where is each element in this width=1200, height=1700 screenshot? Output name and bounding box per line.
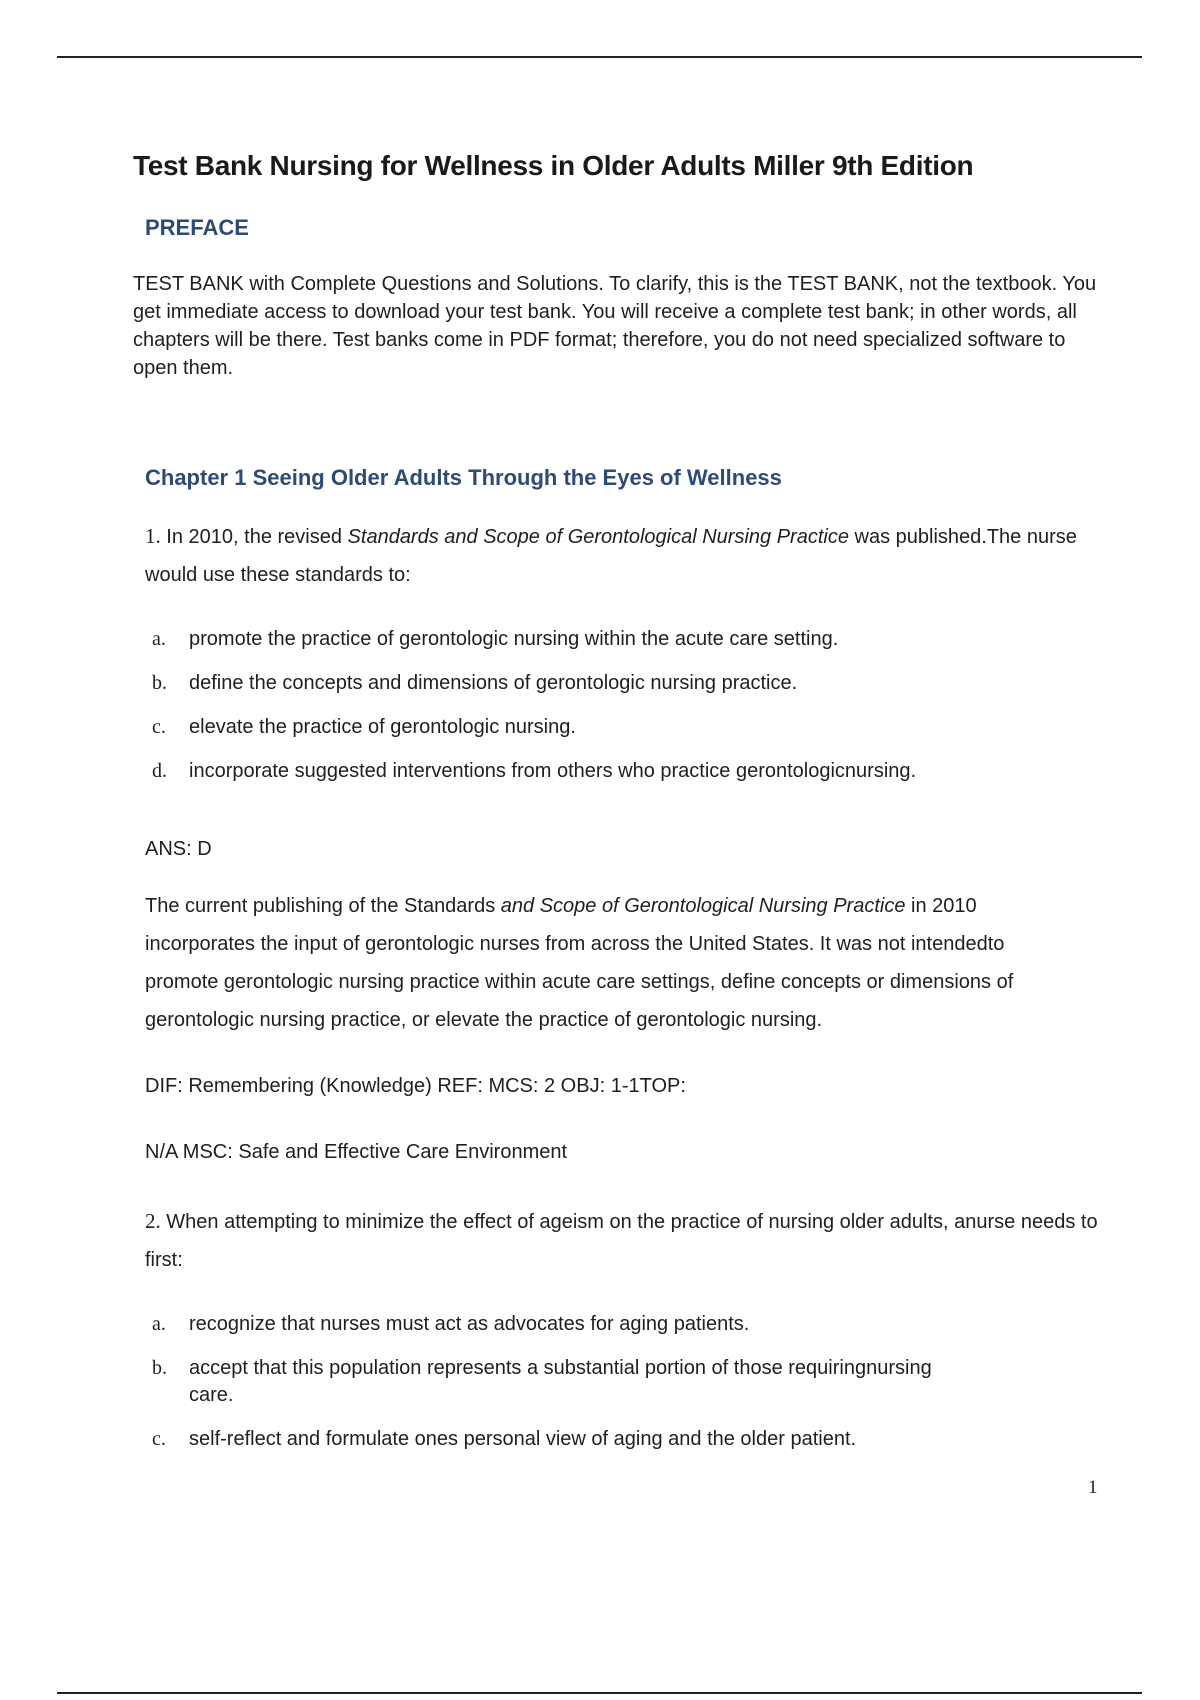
page-number: 1 — [1088, 1477, 1098, 1498]
option-letter: b. — [152, 672, 167, 694]
question-1-answer: ANS: D — [145, 838, 212, 860]
question-2-number: 2. — [145, 1209, 161, 1233]
rationale-before: The current publishing of the Standards — [145, 895, 501, 917]
question-2-options — [152, 1311, 1052, 1470]
question-2-option-c — [152, 1426, 1052, 1453]
question-1-rationale — [145, 887, 1065, 1039]
question-1-number: 1. — [145, 524, 161, 548]
preface-text: TEST BANK with Complete Questions and Solutions. To clarify, this is the TEST BANK, not the textbook. You get immediate access to download your test bank. You will receive a complete test bank; in other words, all chapters will be there. Test banks come in PDF format; therefore, you do not need specialized software to open them. — [133, 273, 1097, 379]
option-letter: c. — [152, 716, 166, 738]
option-letter: c. — [152, 1428, 166, 1450]
document-title: Test Bank Nursing for Wellness in Older Adults Miller 9th Edition — [133, 150, 974, 181]
rationale-italic: and Scope of Gerontological Nursing Practice — [500, 895, 906, 917]
option-text: elevate the practice of gerontologic nursing. — [189, 716, 576, 738]
rationale-after: in 2010 incorporates the input of gerontologic nurses from across the United States. It was not intendedto promote gerontologic nursing practice within acute care settings, define concepts or dimensions of gerontologic nursing practice, or elevate the practice of gerontologic nursing. — [145, 895, 1014, 1031]
option-text: accept that this population represents a substantial portion of those requiringnursing care. — [189, 1357, 932, 1406]
question-1-stem — [145, 517, 1105, 594]
question-1-dif-line: DIF: Remembering (Knowledge) REF: MCS: 2 OBJ: 1-1TOP: — [145, 1075, 686, 1097]
option-text: incorporate suggested interventions from others who practice gerontologicnursing. — [189, 760, 917, 782]
bottom-rule — [57, 1692, 1142, 1694]
question-2-stem — [145, 1202, 1105, 1279]
question-1-stem-before: In 2010, the revised — [160, 526, 348, 548]
question-1-stem-italic: Standards and Scope of Gerontological Nursing Practice — [347, 526, 849, 548]
question-2-option-b — [152, 1355, 1052, 1409]
option-text: self-reflect and formulate ones personal view of aging and the older patient. — [189, 1428, 857, 1450]
preface-heading: PREFACE — [145, 215, 249, 240]
question-1-option-c — [152, 714, 1052, 741]
question-2-stem-text: When attempting to minimize the effect of ageism on the practice of nursing older adults, anurse needs to first: — [145, 1211, 1098, 1271]
chapter-heading: Chapter 1 Seeing Older Adults Through the Eyes of Wellness — [145, 465, 782, 490]
option-letter: d. — [152, 760, 167, 782]
question-1-option-a — [152, 626, 1052, 653]
option-letter: a. — [152, 628, 166, 650]
option-letter: b. — [152, 1357, 167, 1379]
question-1-options — [152, 626, 1052, 802]
question-1-option-b — [152, 670, 1052, 697]
question-1-msc-line: N/A MSC: Safe and Effective Care Environment — [145, 1141, 568, 1163]
question-1-option-d — [152, 758, 1052, 785]
option-text: recognize that nurses must act as advocates for aging patients. — [189, 1313, 750, 1335]
question-1-stem-after: was published.The nurse would use these standards to: — [145, 526, 1077, 586]
option-letter: a. — [152, 1313, 166, 1335]
option-text: define the concepts and dimensions of gerontologic nursing practice. — [189, 672, 798, 694]
question-2-option-a — [152, 1311, 1052, 1338]
option-text: promote the practice of gerontologic nursing within the acute care setting. — [189, 628, 839, 650]
top-rule — [57, 56, 1142, 58]
